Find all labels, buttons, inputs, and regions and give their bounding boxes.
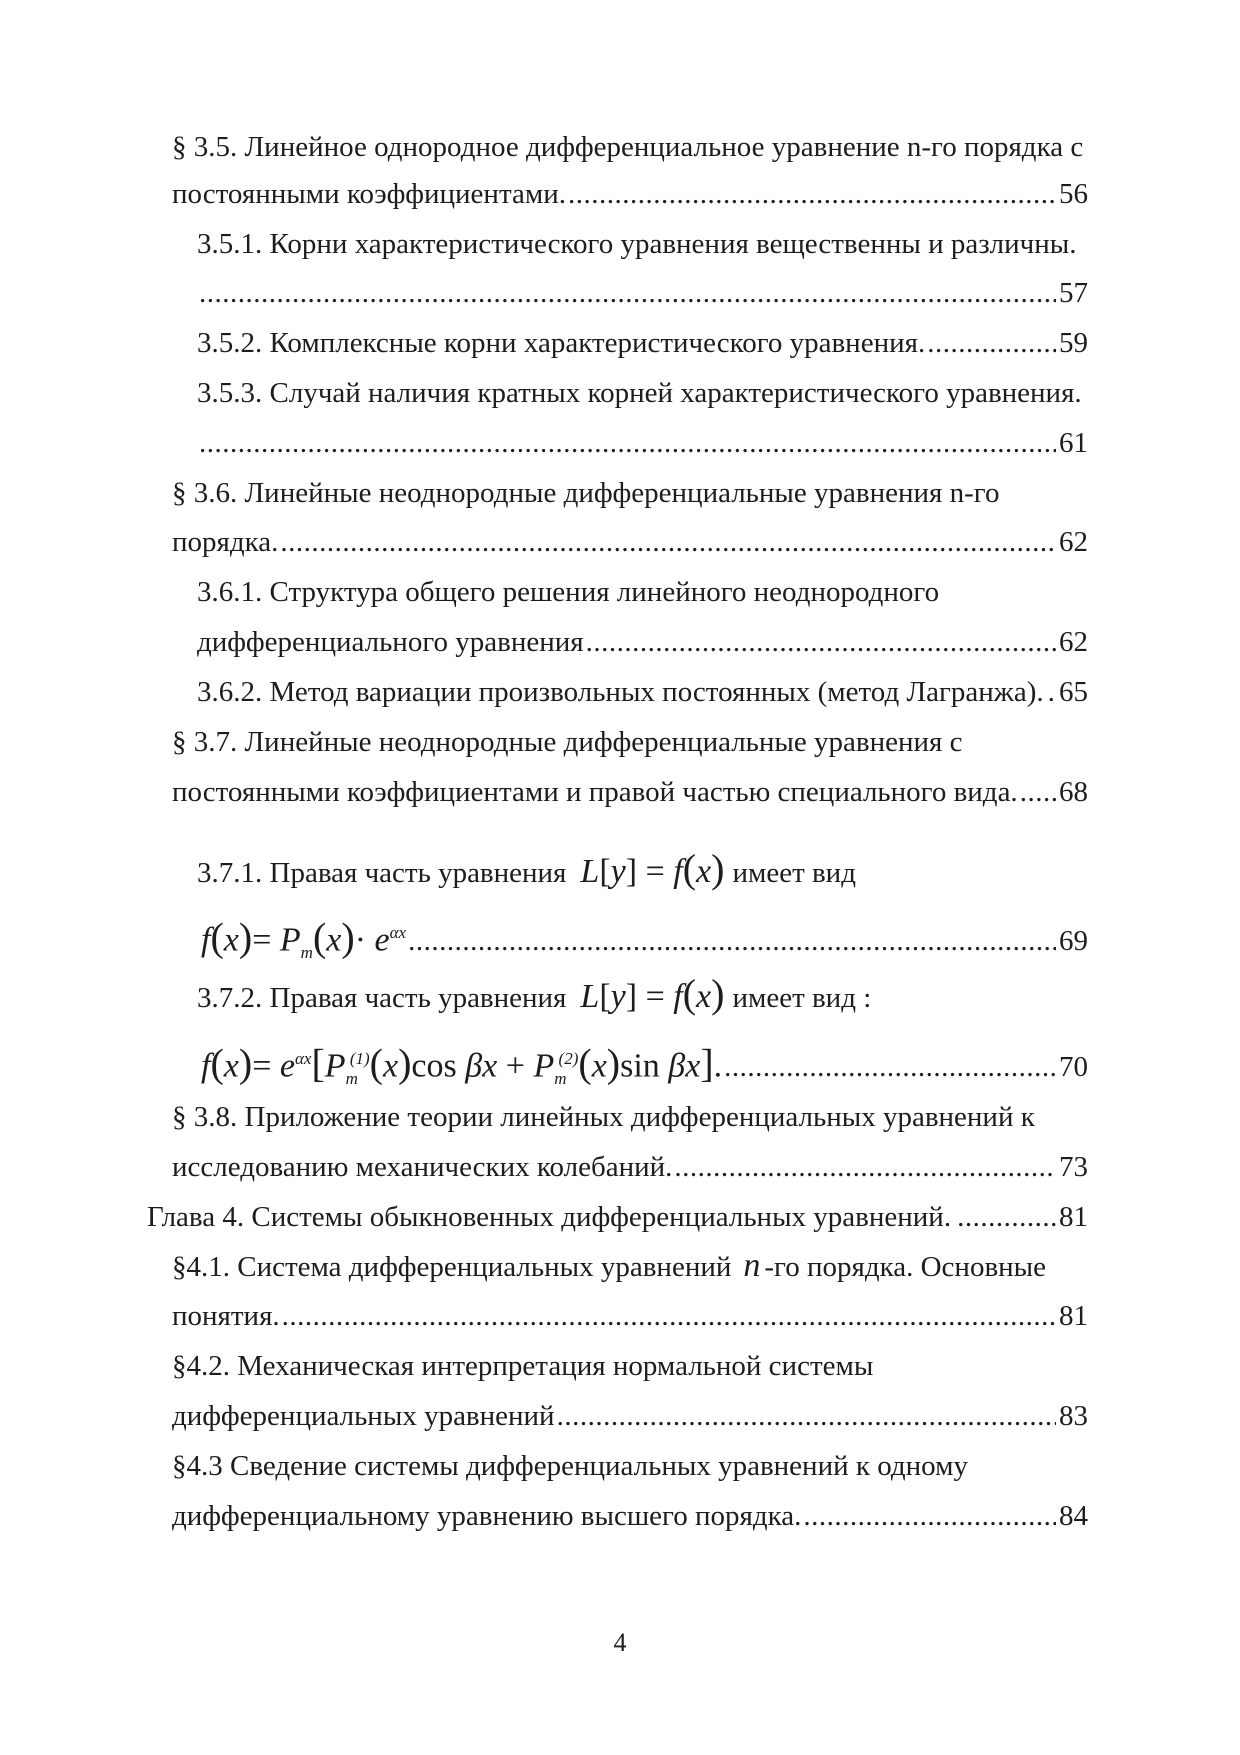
toc-entry-3-7-line1: § 3.7. Линейные неоднородные дифференциальные уравнения с bbox=[172, 726, 963, 758]
dot-leader bbox=[199, 274, 1056, 312]
dot-leader bbox=[280, 523, 1056, 561]
toc-entry-3-5-1-line1: 3.5.1. Корни характеристического уравнения вещественны и различны. bbox=[197, 228, 1077, 260]
toc-entry-3-6-line1: § 3.6. Линейные неоднородные дифференциальные уравнения n-го bbox=[172, 477, 1000, 509]
formula-exp-trig: $f(x)= e^{\alpha x}[P_m^{(1)}(x)\cos$ $\beta x + P_m^{(2)}(x)\sin$ βx]. bbox=[201, 1040, 723, 1089]
toc-entry-3-7-1[interactable] bbox=[201, 908, 1088, 963]
toc-entry-3-5-3[interactable] bbox=[197, 424, 1088, 462]
toc-entry-3-8[interactable]: исследованию механических колебаний. ..... 73 bbox=[172, 1148, 1088, 1186]
toc-entry-3-6-2[interactable]: 3.6.2. Метод вариации произвольных постоянных (метод Лагранжа). ..... 65 bbox=[197, 673, 1088, 711]
formula-pm-exp: $f(x)= P_m(x)\cdot e^{\alpha x}$ bbox=[201, 914, 407, 963]
page-ref: 84 bbox=[1059, 1500, 1088, 1532]
dot-leader bbox=[957, 1198, 1056, 1236]
toc-entry-4-1-line1: §4.1. Система дифференциальных уравнений n -го порядка. Основные bbox=[172, 1247, 1047, 1284]
toc-entry-3-6[interactable]: порядка. ..... 62 bbox=[172, 523, 1088, 561]
toc-entry-3-5[interactable]: постоянными коэффициентами. ..... 56 bbox=[172, 175, 1088, 213]
dot-leader bbox=[568, 175, 1056, 213]
page-ref: 81 bbox=[1059, 1201, 1088, 1233]
formula-lyfx: L[y] = f(x) bbox=[580, 971, 725, 1016]
toc-entry-3-7-2[interactable] bbox=[201, 1033, 1088, 1089]
dot-leader bbox=[199, 424, 1056, 462]
page-ref: 65 bbox=[1059, 676, 1088, 708]
dot-leader bbox=[282, 1297, 1056, 1335]
dot-leader bbox=[803, 1497, 1056, 1535]
dot-leader bbox=[674, 1148, 1056, 1186]
toc-entry-3-5-line1: § 3.5. Линейное однородное дифференциальное уравнение n-го порядка с bbox=[172, 131, 1084, 163]
toc-entry-3-7[interactable]: постоянными коэффициентами и правой частью специального вида. ..... 68 bbox=[172, 773, 1088, 811]
dot-leader bbox=[1020, 773, 1056, 811]
page-ref: 56 bbox=[1059, 178, 1088, 210]
toc-entry-3-7-1-line1: 3.7.1. Правая часть уравнения L[y] = f(x) имеет вид bbox=[197, 849, 856, 895]
toc-entry-4-3-line1: §4.3 Сведение системы дифференциальных уравнений к одному bbox=[172, 1450, 968, 1482]
formula-lyfx: L[y] = f(x) bbox=[580, 846, 725, 891]
page-ref: 61 bbox=[1059, 427, 1088, 459]
page-number: 4 bbox=[613, 1628, 627, 1657]
dot-leader bbox=[557, 1397, 1056, 1435]
page-ref: 57 bbox=[1059, 277, 1088, 309]
formula-n: n bbox=[743, 1247, 761, 1284]
page-ref: 69 bbox=[1059, 925, 1088, 958]
dot-leader bbox=[927, 324, 1056, 362]
dot-leader bbox=[586, 623, 1056, 661]
toc-entry-4-2-line1: §4.2. Механическая интерпретация нормальной системы bbox=[172, 1350, 874, 1382]
dot-leader bbox=[408, 916, 1056, 966]
toc-entry-3-7-2-line1: 3.7.2. Правая часть уравнения L[y] = f(x) имеет вид : bbox=[197, 974, 871, 1020]
toc-entry-3-5-2[interactable]: 3.5.2. Комплексные корни характеристического уравнения. ..... 59 bbox=[197, 324, 1088, 362]
page-ref: 70 bbox=[1059, 1051, 1088, 1084]
page-ref: 81 bbox=[1059, 1300, 1088, 1332]
toc-entry-4-1[interactable]: понятия. ..... 81 bbox=[172, 1297, 1088, 1335]
page-ref: 62 bbox=[1059, 626, 1088, 658]
page-ref: 73 bbox=[1059, 1151, 1088, 1183]
toc-entry-3-5-1[interactable] bbox=[197, 274, 1088, 312]
page-ref: 68 bbox=[1059, 776, 1088, 808]
toc-entry-3-6-1-line1: 3.6.1. Структура общего решения линейного неоднородного bbox=[197, 576, 940, 608]
page-ref: 62 bbox=[1059, 526, 1088, 558]
dot-leader bbox=[724, 1041, 1056, 1093]
toc-entry-3-6-1[interactable]: дифференциального уравнения ..... 62 bbox=[197, 623, 1088, 661]
page-ref: 83 bbox=[1059, 1400, 1088, 1432]
toc-entry-3-5-3-line1: 3.5.3. Случай наличия кратных корней характеристического уравнения. bbox=[197, 377, 1082, 409]
toc-entry-chapter-4[interactable]: Глава 4. Системы обыкновенных дифференциальных уравнений. ..... 81 bbox=[147, 1198, 1088, 1236]
page-ref: 59 bbox=[1059, 327, 1088, 359]
dot-leader bbox=[1048, 673, 1055, 711]
toc-entry-4-3[interactable]: дифференциальному уравнению высшего порядка. ..... 84 bbox=[172, 1497, 1088, 1535]
toc-entry-3-8-line1: § 3.8. Приложение теории линейных дифференциальных уравнений к bbox=[172, 1101, 1035, 1133]
toc-entry-4-2[interactable]: дифференциальных уравнений ..... 83 bbox=[172, 1397, 1088, 1435]
